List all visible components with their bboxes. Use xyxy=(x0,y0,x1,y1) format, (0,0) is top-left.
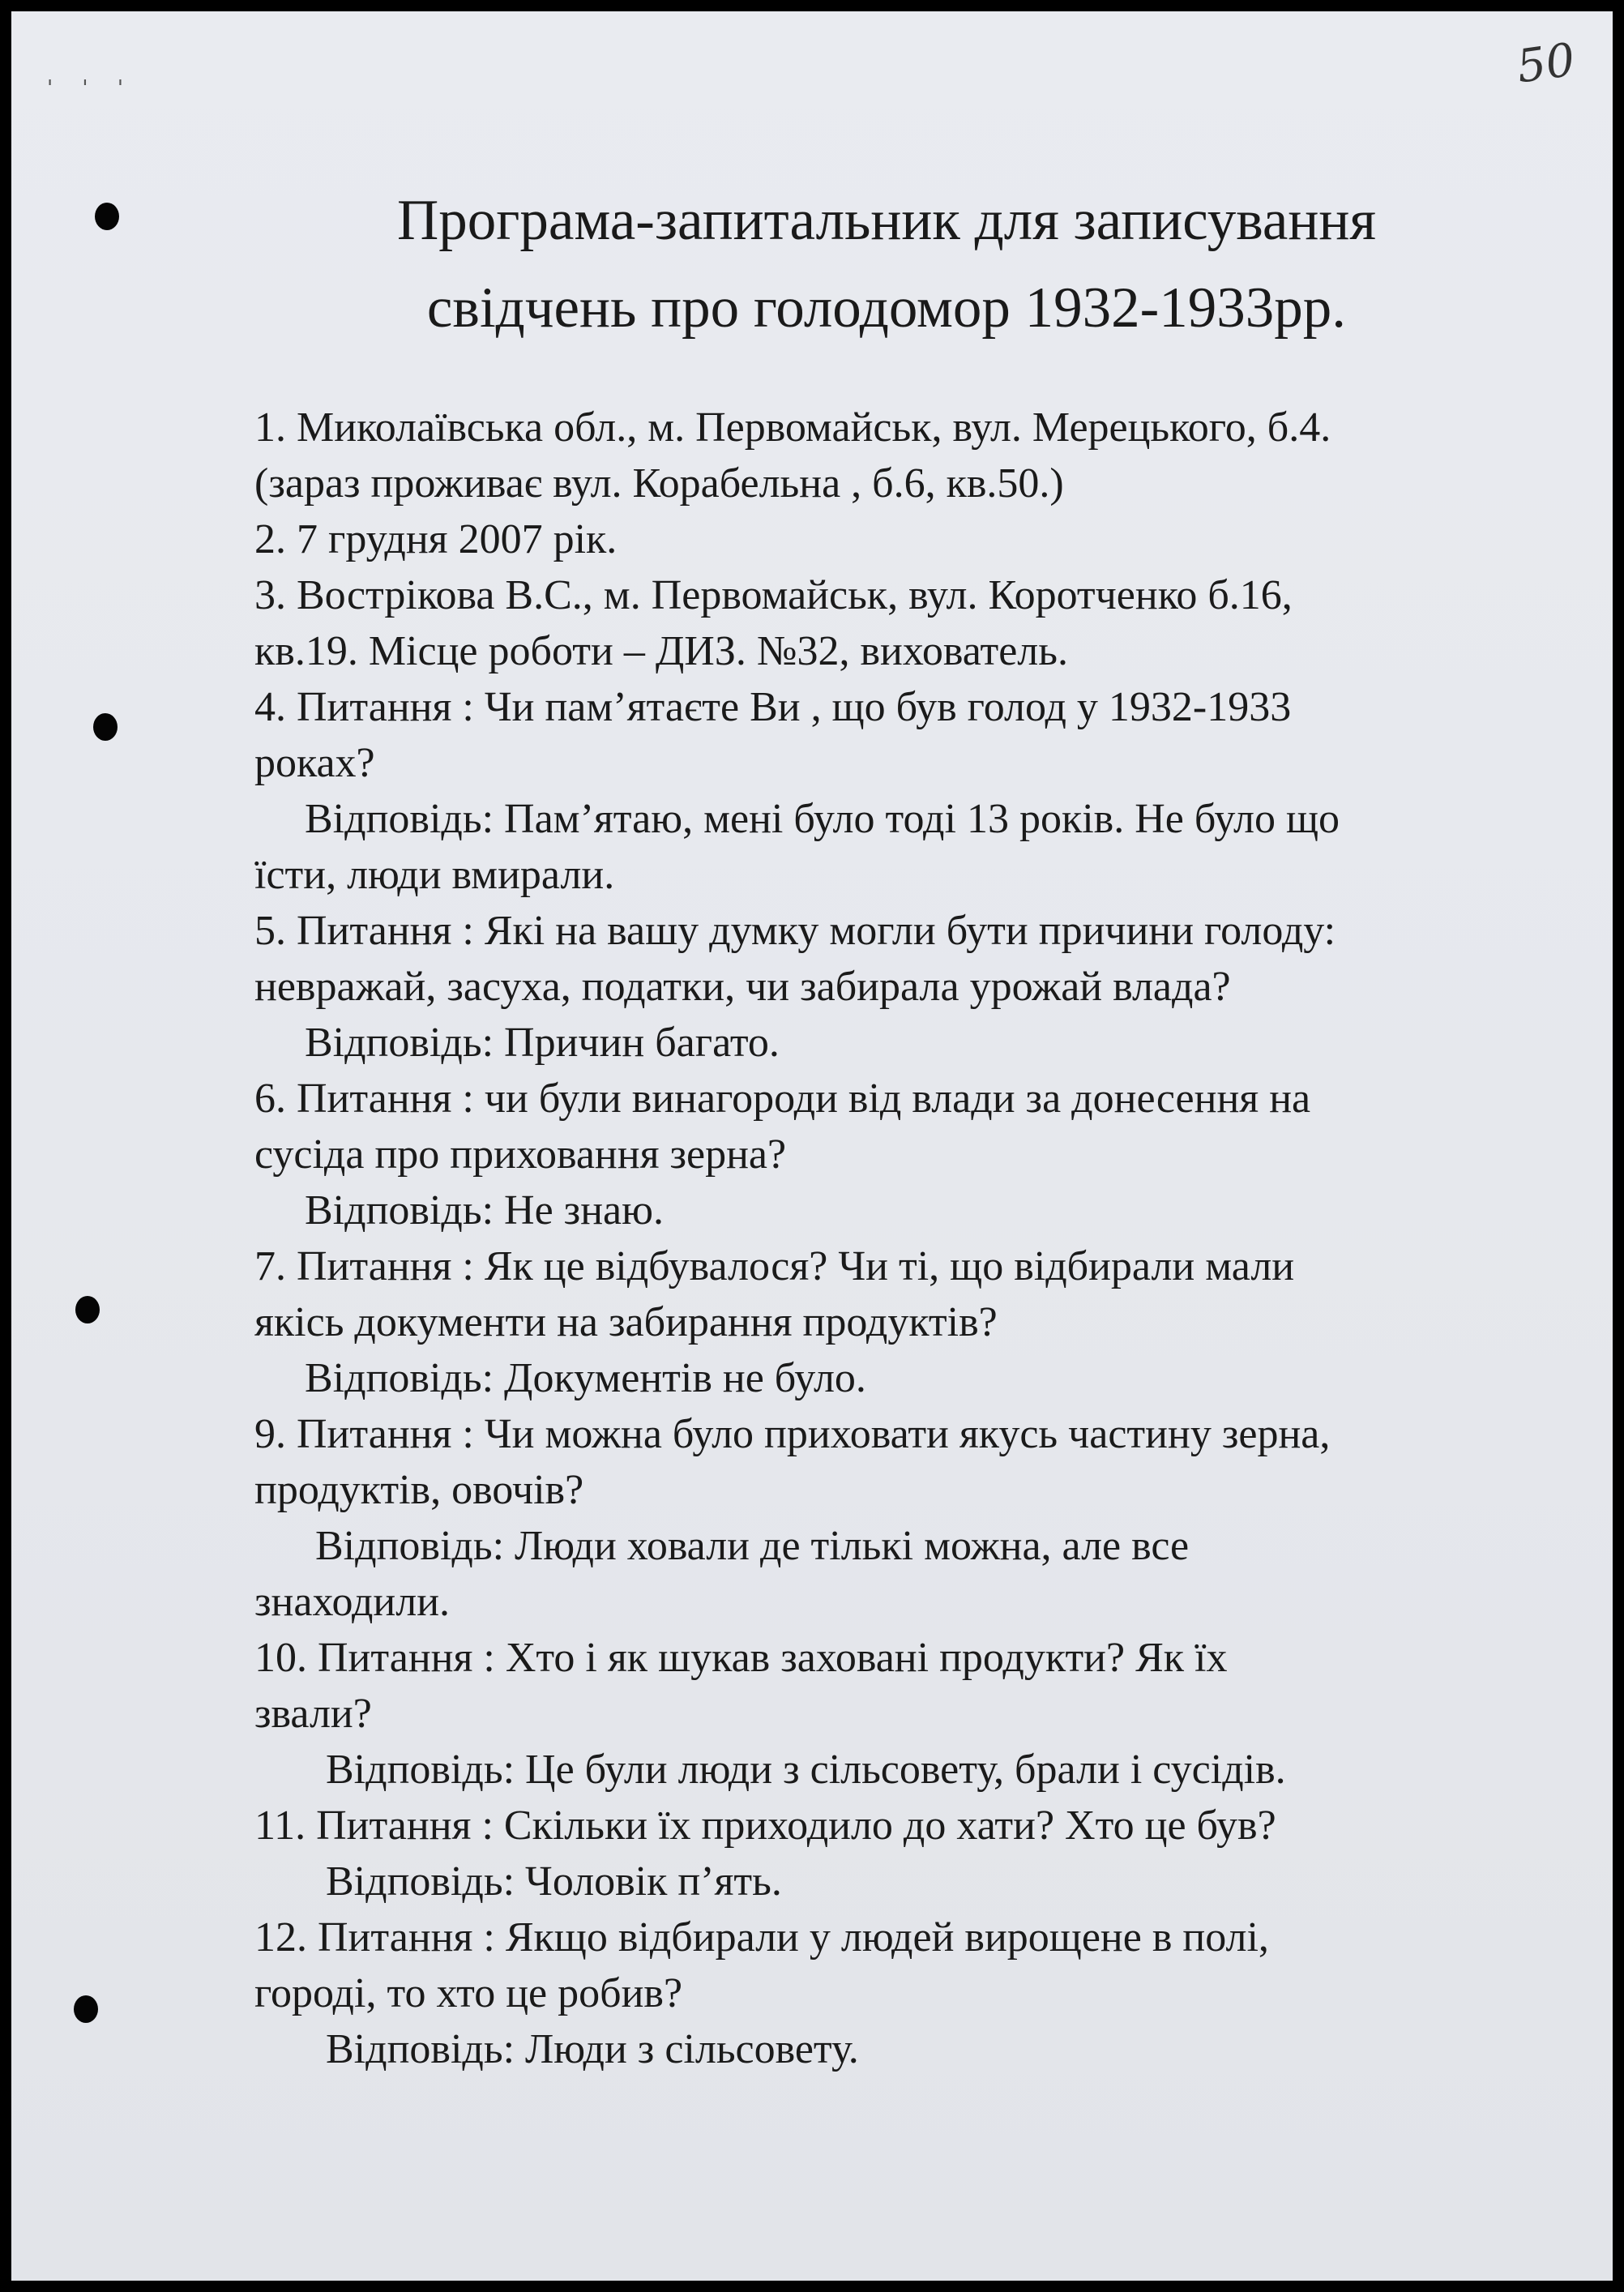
text-line: Відповідь: Причин багато. xyxy=(305,1020,780,1066)
punch-hole xyxy=(93,713,118,741)
text-line: 10. Питання : Хто і як шукав заховані продукти? Як їх xyxy=(254,1635,1228,1681)
text-line: Відповідь: Люди ховали де тількі можна, але все xyxy=(315,1523,1190,1569)
text-line: городі, то хто це робив? xyxy=(254,1970,683,2016)
text-line: 12. Питання : Якщо відбирали у людей вирощене в полі, xyxy=(254,1914,1269,1961)
document-page xyxy=(11,11,1613,2281)
text-line: Відповідь: Документів не було. xyxy=(305,1355,866,1401)
text-line: 4. Питання : Чи пам’ятаєте Ви , що був голод у 1932-1933 xyxy=(254,684,1292,730)
text-line: Відповідь: Пам’ятаю, мені було тоді 13 років. Не було що xyxy=(305,796,1340,842)
text-line: Відповідь: Чоловік п’ять. xyxy=(326,1858,782,1905)
text-line: (зараз проживає вул. Корабельна , б.6, кв.50.) xyxy=(254,460,1064,507)
punch-hole xyxy=(74,1995,98,2023)
text-line: сусіда про приховання зерна? xyxy=(254,1131,787,1178)
text-line: Відповідь: Це були люди з сільсовету, брали і сусідів. xyxy=(326,1747,1286,1793)
text-line: кв.19. Місце роботи – ДИЗ. №32, вихователь. xyxy=(254,628,1068,674)
text-line: 2. 7 грудня 2007 рік. xyxy=(254,516,618,562)
text-line: знаходили. xyxy=(254,1579,451,1625)
text-line: 5. Питання : Які на вашу думку могли бути причини голоду: xyxy=(254,908,1336,954)
text-line: 1. Миколаївська обл., м. Первомайськ, вул. Мерецького, б.4. xyxy=(254,404,1331,451)
title-line: Програма-запитальник для записування xyxy=(396,189,1377,252)
text-line: звали? xyxy=(254,1691,372,1737)
text-line: 11. Питання : Скільки їх приходило до хати? Хто це був? xyxy=(254,1802,1276,1849)
text-line: 7. Питання : Як це відбувалося? Чи ті, що відбирали мали xyxy=(254,1243,1295,1289)
text-line: якісь документи на забирання продуктів? xyxy=(254,1299,998,1345)
text-line: 9. Питання : Чи можна було приховати якусь частину зерна, xyxy=(254,1411,1331,1457)
page-number: 50 xyxy=(1513,33,1579,94)
text-line: 6. Питання : чи були винагороди від влади за донесення на xyxy=(254,1075,1311,1122)
text-line: їсти, люди вмирали. xyxy=(254,852,615,898)
text-line: Відповідь: Не знаю. xyxy=(305,1187,664,1234)
corner-marks: ' ' ' xyxy=(47,76,135,100)
title-line: свідчень про голодомор 1932-1933рр. xyxy=(426,276,1347,340)
text-line: роках? xyxy=(254,740,375,786)
text-line: Відповідь: Люди з сільсовету. xyxy=(326,2026,859,2072)
text-line: невражай, засуха, податки, чи забирала урожай влада? xyxy=(254,964,1231,1010)
text-line: продуктів, овочів? xyxy=(254,1467,584,1513)
text-line: 3. Вострікова В.С., м. Первомайськ, вул. Коротченко б.16, xyxy=(254,572,1293,618)
punch-hole xyxy=(75,1296,100,1323)
questionnaire-body xyxy=(254,400,1600,2077)
page-title xyxy=(11,177,1613,352)
